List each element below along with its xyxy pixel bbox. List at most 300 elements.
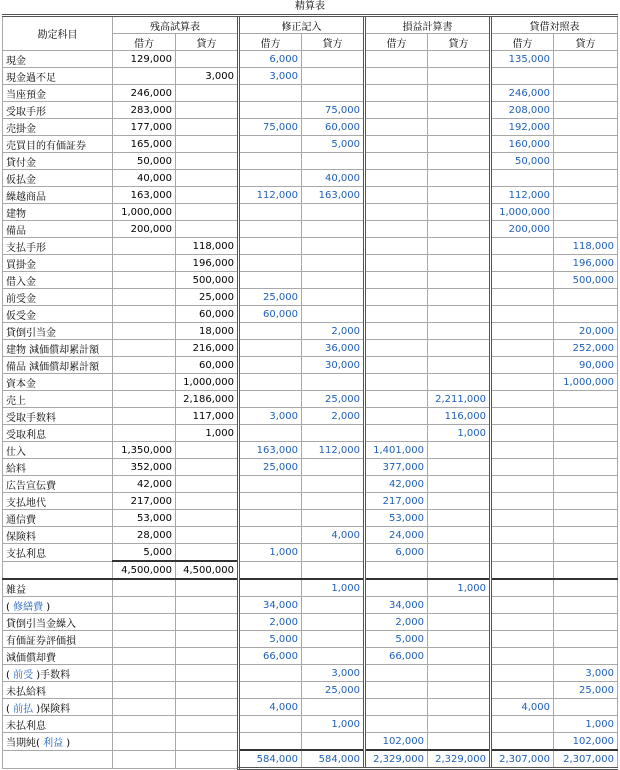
account-prefix: 減価償却費 bbox=[6, 652, 56, 664]
value-cell: 2,000 bbox=[302, 323, 365, 340]
value-cell bbox=[365, 255, 428, 272]
account-name: 仮払金 bbox=[3, 170, 113, 187]
value-cell bbox=[176, 682, 239, 699]
value-cell bbox=[491, 255, 554, 272]
value-cell bbox=[554, 648, 618, 665]
value-cell bbox=[302, 306, 365, 323]
value-cell bbox=[113, 614, 176, 631]
value-cell: 163,000 bbox=[302, 187, 365, 204]
table-row bbox=[3, 425, 618, 442]
value-cell bbox=[239, 476, 302, 493]
value-cell: 53,000 bbox=[365, 510, 428, 527]
value-cell bbox=[491, 682, 554, 699]
value-cell: 34,000 bbox=[365, 597, 428, 614]
value-cell: 118,000 bbox=[554, 238, 618, 255]
table-row bbox=[3, 682, 618, 699]
value-cell bbox=[428, 170, 491, 187]
value-cell bbox=[428, 238, 491, 255]
value-cell bbox=[491, 631, 554, 648]
value-cell: 42,000 bbox=[365, 476, 428, 493]
value-cell bbox=[491, 442, 554, 459]
account-name bbox=[3, 733, 113, 751]
table-row bbox=[3, 733, 618, 751]
value-cell bbox=[239, 153, 302, 170]
value-cell: 1,000,000 bbox=[113, 204, 176, 221]
value-cell: 177,000 bbox=[113, 119, 176, 136]
value-cell bbox=[365, 119, 428, 136]
account-name bbox=[3, 699, 113, 716]
account-name: 建物 減価償却累計額 bbox=[3, 340, 113, 357]
final-total-cell: 2,329,000 bbox=[428, 750, 491, 769]
account-name bbox=[3, 682, 113, 699]
value-cell bbox=[176, 51, 239, 68]
value-cell bbox=[491, 425, 554, 442]
value-cell bbox=[176, 750, 239, 769]
value-cell: 60,000 bbox=[239, 306, 302, 323]
table-row bbox=[3, 85, 618, 102]
value-cell: 1,000,000 bbox=[491, 204, 554, 221]
value-cell bbox=[239, 579, 302, 597]
value-cell bbox=[491, 391, 554, 408]
table-row bbox=[3, 238, 618, 255]
account-name: 通信費 bbox=[3, 510, 113, 527]
value-cell: 25,000 bbox=[176, 289, 239, 306]
value-cell: 50,000 bbox=[113, 153, 176, 170]
value-cell: 112,000 bbox=[302, 442, 365, 459]
value-cell bbox=[239, 733, 302, 751]
table-row bbox=[3, 408, 618, 425]
trial-balance-header: 残高試算表 bbox=[113, 16, 239, 34]
value-cell: 25,000 bbox=[302, 391, 365, 408]
table-row bbox=[3, 579, 618, 597]
debit-header: 借方 bbox=[365, 34, 428, 51]
value-cell bbox=[365, 102, 428, 119]
value-cell bbox=[428, 493, 491, 510]
value-cell bbox=[365, 51, 428, 68]
value-cell bbox=[491, 374, 554, 391]
value-cell bbox=[239, 357, 302, 374]
account-name: 仮受金 bbox=[3, 306, 113, 323]
value-cell: 66,000 bbox=[365, 648, 428, 665]
value-cell bbox=[113, 597, 176, 614]
value-cell: 500,000 bbox=[554, 272, 618, 289]
value-cell: 18,000 bbox=[176, 323, 239, 340]
value-cell bbox=[428, 289, 491, 306]
value-cell bbox=[428, 85, 491, 102]
value-cell: 1,000 bbox=[428, 425, 491, 442]
value-cell bbox=[365, 238, 428, 255]
value-cell bbox=[365, 408, 428, 425]
credit-header: 貸方 bbox=[176, 34, 239, 51]
table-row bbox=[3, 340, 618, 357]
value-cell: 1,000 bbox=[302, 716, 365, 733]
value-cell bbox=[491, 340, 554, 357]
value-cell bbox=[491, 510, 554, 527]
value-cell: 1,000 bbox=[554, 716, 618, 733]
value-cell bbox=[428, 204, 491, 221]
value-cell bbox=[113, 682, 176, 699]
account-name: 受取手数料 bbox=[3, 408, 113, 425]
account-prefix: ( bbox=[6, 601, 10, 613]
value-cell bbox=[176, 733, 239, 751]
table-row bbox=[3, 221, 618, 238]
value-cell bbox=[428, 102, 491, 119]
table-row bbox=[3, 187, 618, 204]
value-cell bbox=[239, 238, 302, 255]
table-row bbox=[3, 459, 618, 476]
value-cell bbox=[113, 289, 176, 306]
value-cell bbox=[302, 153, 365, 170]
account-name: 受取利息 bbox=[3, 425, 113, 442]
account-name: 広告宣伝費 bbox=[3, 476, 113, 493]
value-cell bbox=[302, 733, 365, 751]
income-statement-header: 損益計算書 bbox=[365, 16, 491, 34]
value-cell bbox=[113, 648, 176, 665]
value-cell bbox=[239, 425, 302, 442]
value-cell bbox=[365, 374, 428, 391]
value-cell bbox=[428, 716, 491, 733]
balance-sheet-header: 貸借対照表 bbox=[491, 16, 618, 34]
value-cell: 5,000 bbox=[302, 136, 365, 153]
value-cell: 36,000 bbox=[302, 340, 365, 357]
value-cell bbox=[428, 527, 491, 544]
account-name: 現金過不足 bbox=[3, 68, 113, 85]
value-cell bbox=[176, 510, 239, 527]
account-name: 備品 bbox=[3, 221, 113, 238]
value-cell: 352,000 bbox=[113, 459, 176, 476]
value-cell bbox=[239, 561, 302, 579]
value-cell bbox=[428, 153, 491, 170]
value-cell bbox=[428, 597, 491, 614]
value-cell bbox=[491, 272, 554, 289]
value-cell: 3,000 bbox=[302, 665, 365, 682]
value-cell bbox=[302, 51, 365, 68]
value-cell: 112,000 bbox=[239, 187, 302, 204]
value-cell: 196,000 bbox=[554, 255, 618, 272]
value-cell bbox=[176, 648, 239, 665]
value-cell bbox=[554, 187, 618, 204]
account-suffix: ) bbox=[46, 601, 51, 613]
value-cell bbox=[365, 716, 428, 733]
value-cell bbox=[428, 682, 491, 699]
value-cell: 6,000 bbox=[239, 51, 302, 68]
value-cell bbox=[554, 597, 618, 614]
value-cell bbox=[302, 476, 365, 493]
value-cell bbox=[491, 170, 554, 187]
value-cell: 3,000 bbox=[176, 68, 239, 85]
value-cell bbox=[554, 68, 618, 85]
value-cell bbox=[491, 238, 554, 255]
table-row bbox=[3, 102, 618, 119]
value-cell bbox=[365, 391, 428, 408]
value-cell: 200,000 bbox=[491, 221, 554, 238]
value-cell bbox=[239, 493, 302, 510]
value-cell: 217,000 bbox=[113, 493, 176, 510]
value-cell: 165,000 bbox=[113, 136, 176, 153]
value-cell: 66,000 bbox=[239, 648, 302, 665]
value-cell bbox=[113, 238, 176, 255]
account-name: 売上 bbox=[3, 391, 113, 408]
value-cell bbox=[365, 289, 428, 306]
value-cell: 2,000 bbox=[302, 408, 365, 425]
value-cell bbox=[554, 561, 618, 579]
account-name: 建物 bbox=[3, 204, 113, 221]
value-cell bbox=[554, 153, 618, 170]
account-name bbox=[3, 579, 113, 597]
value-cell: 60,000 bbox=[176, 357, 239, 374]
value-cell bbox=[365, 204, 428, 221]
table-row bbox=[3, 391, 618, 408]
value-cell: 53,000 bbox=[113, 510, 176, 527]
value-cell bbox=[554, 170, 618, 187]
value-cell bbox=[302, 699, 365, 716]
value-cell bbox=[239, 204, 302, 221]
account-name: 給料 bbox=[3, 459, 113, 476]
value-cell bbox=[239, 221, 302, 238]
value-cell bbox=[428, 442, 491, 459]
credit-header: 貸方 bbox=[428, 34, 491, 51]
value-cell bbox=[113, 340, 176, 357]
value-cell bbox=[176, 187, 239, 204]
value-cell bbox=[113, 699, 176, 716]
value-cell bbox=[113, 374, 176, 391]
value-cell bbox=[365, 340, 428, 357]
account-prefix: ( bbox=[6, 669, 10, 681]
account-header: 勘定科目 bbox=[3, 16, 113, 51]
value-cell bbox=[491, 289, 554, 306]
value-cell bbox=[176, 716, 239, 733]
value-cell bbox=[176, 204, 239, 221]
value-cell bbox=[176, 153, 239, 170]
table-row bbox=[3, 631, 618, 648]
account-name: 支払利息 bbox=[3, 544, 113, 562]
account-name: 支払地代 bbox=[3, 493, 113, 510]
value-cell bbox=[428, 51, 491, 68]
value-cell bbox=[365, 85, 428, 102]
value-cell bbox=[491, 527, 554, 544]
value-cell: 1,401,000 bbox=[365, 442, 428, 459]
value-cell bbox=[428, 544, 491, 562]
value-cell bbox=[176, 493, 239, 510]
account-name bbox=[3, 597, 113, 614]
value-cell: 1,000 bbox=[176, 425, 239, 442]
value-cell bbox=[428, 476, 491, 493]
value-cell bbox=[302, 272, 365, 289]
value-cell: 25,000 bbox=[239, 459, 302, 476]
value-cell bbox=[176, 85, 239, 102]
value-cell bbox=[176, 665, 239, 682]
value-cell: 60,000 bbox=[176, 306, 239, 323]
value-cell bbox=[239, 272, 302, 289]
value-cell bbox=[428, 340, 491, 357]
table-row bbox=[3, 306, 618, 323]
value-cell bbox=[554, 204, 618, 221]
account-prefix: ( bbox=[6, 703, 10, 715]
value-cell: 129,000 bbox=[113, 51, 176, 68]
account-prefix: 有価証券評価損 bbox=[6, 635, 76, 647]
value-cell: 30,000 bbox=[302, 357, 365, 374]
value-cell bbox=[239, 323, 302, 340]
value-cell: 135,000 bbox=[491, 51, 554, 68]
value-cell: 5,000 bbox=[113, 544, 176, 562]
value-cell bbox=[365, 357, 428, 374]
final-total-cell: 2,329,000 bbox=[365, 750, 428, 769]
account-name: 当座預金 bbox=[3, 85, 113, 102]
final-total-cell: 2,307,000 bbox=[491, 750, 554, 769]
value-cell bbox=[302, 561, 365, 579]
account-fill-answer: 前受 bbox=[13, 669, 34, 681]
value-cell bbox=[302, 597, 365, 614]
value-cell bbox=[176, 631, 239, 648]
account-fill-answer: 利益 bbox=[43, 737, 64, 749]
table-row bbox=[3, 510, 618, 527]
value-cell bbox=[239, 102, 302, 119]
value-cell bbox=[554, 614, 618, 631]
table-row bbox=[3, 493, 618, 510]
account-suffix: ) bbox=[66, 737, 71, 749]
account-suffix: )手数料 bbox=[36, 669, 71, 681]
value-cell bbox=[113, 665, 176, 682]
value-cell bbox=[176, 476, 239, 493]
value-cell: 25,000 bbox=[239, 289, 302, 306]
value-cell bbox=[554, 391, 618, 408]
value-cell bbox=[428, 357, 491, 374]
value-cell bbox=[428, 272, 491, 289]
value-cell bbox=[491, 306, 554, 323]
credit-header: 貸方 bbox=[302, 34, 365, 51]
table-row bbox=[3, 476, 618, 493]
value-cell bbox=[554, 579, 618, 597]
value-cell bbox=[365, 425, 428, 442]
worksheet-title: 精算表 bbox=[295, 1, 325, 12]
value-cell bbox=[365, 579, 428, 597]
value-cell bbox=[239, 136, 302, 153]
value-cell: 50,000 bbox=[491, 153, 554, 170]
value-cell: 40,000 bbox=[113, 170, 176, 187]
value-cell: 60,000 bbox=[302, 119, 365, 136]
value-cell bbox=[491, 476, 554, 493]
table-row bbox=[3, 527, 618, 544]
value-cell bbox=[113, 357, 176, 374]
value-cell bbox=[176, 102, 239, 119]
value-cell: 246,000 bbox=[491, 85, 554, 102]
debit-header: 借方 bbox=[239, 34, 302, 51]
value-cell bbox=[176, 442, 239, 459]
value-cell: 75,000 bbox=[239, 119, 302, 136]
value-cell bbox=[365, 68, 428, 85]
value-cell: 40,000 bbox=[302, 170, 365, 187]
value-cell bbox=[113, 425, 176, 442]
value-cell bbox=[239, 391, 302, 408]
value-cell: 117,000 bbox=[176, 408, 239, 425]
table-row bbox=[3, 170, 618, 187]
debit-header: 借方 bbox=[113, 34, 176, 51]
value-cell bbox=[113, 579, 176, 597]
final-total-cell: 584,000 bbox=[302, 750, 365, 769]
value-cell bbox=[428, 699, 491, 716]
value-cell: 1,000 bbox=[428, 579, 491, 597]
account-fill-answer: 修繕費 bbox=[13, 601, 44, 613]
account-name: 繰越商品 bbox=[3, 187, 113, 204]
value-cell bbox=[365, 561, 428, 579]
value-cell bbox=[491, 716, 554, 733]
account-name: 前受金 bbox=[3, 289, 113, 306]
value-cell: 5,000 bbox=[239, 631, 302, 648]
value-cell bbox=[554, 425, 618, 442]
account-prefix: 未払給料 bbox=[6, 686, 46, 698]
value-cell bbox=[428, 136, 491, 153]
trial-total-credit: 4,500,000 bbox=[176, 561, 239, 579]
value-cell bbox=[113, 323, 176, 340]
trial-total-debit: 4,500,000 bbox=[113, 561, 176, 579]
value-cell bbox=[554, 527, 618, 544]
value-cell bbox=[491, 459, 554, 476]
value-cell bbox=[365, 170, 428, 187]
value-cell bbox=[113, 750, 176, 769]
account-name: 資本金 bbox=[3, 374, 113, 391]
value-cell: 24,000 bbox=[365, 527, 428, 544]
value-cell: 216,000 bbox=[176, 340, 239, 357]
value-cell bbox=[554, 631, 618, 648]
value-cell bbox=[428, 374, 491, 391]
value-cell bbox=[176, 221, 239, 238]
value-cell: 20,000 bbox=[554, 323, 618, 340]
table-row bbox=[3, 68, 618, 85]
account-name: 貸付金 bbox=[3, 153, 113, 170]
value-cell bbox=[302, 544, 365, 562]
value-cell bbox=[302, 425, 365, 442]
value-cell bbox=[302, 255, 365, 272]
value-cell bbox=[428, 510, 491, 527]
value-cell bbox=[428, 306, 491, 323]
value-cell bbox=[365, 682, 428, 699]
value-cell bbox=[491, 357, 554, 374]
value-cell: 34,000 bbox=[239, 597, 302, 614]
value-cell bbox=[428, 733, 491, 751]
value-cell bbox=[428, 255, 491, 272]
value-cell: 1,000 bbox=[302, 579, 365, 597]
table-row bbox=[3, 544, 618, 562]
value-cell: 196,000 bbox=[176, 255, 239, 272]
account-name: 貸倒引当金 bbox=[3, 323, 113, 340]
value-cell bbox=[113, 68, 176, 85]
value-cell bbox=[176, 597, 239, 614]
value-cell: 1,000,000 bbox=[554, 374, 618, 391]
value-cell: 28,000 bbox=[113, 527, 176, 544]
final-total-cell: 2,307,000 bbox=[554, 750, 618, 769]
table-row bbox=[3, 136, 618, 153]
value-cell bbox=[365, 136, 428, 153]
worksheet-table bbox=[2, 14, 618, 770]
account-name: 買掛金 bbox=[3, 255, 113, 272]
value-cell bbox=[491, 597, 554, 614]
value-cell: 163,000 bbox=[239, 442, 302, 459]
account-name bbox=[3, 665, 113, 682]
value-cell bbox=[365, 699, 428, 716]
final-total-cell: 584,000 bbox=[239, 750, 302, 769]
value-cell: 252,000 bbox=[554, 340, 618, 357]
value-cell bbox=[176, 170, 239, 187]
value-cell bbox=[302, 510, 365, 527]
value-cell bbox=[302, 68, 365, 85]
value-cell bbox=[554, 221, 618, 238]
value-cell bbox=[239, 665, 302, 682]
table-row bbox=[3, 272, 618, 289]
value-cell bbox=[554, 442, 618, 459]
account-name bbox=[3, 561, 113, 579]
value-cell bbox=[428, 119, 491, 136]
table-row bbox=[3, 255, 618, 272]
